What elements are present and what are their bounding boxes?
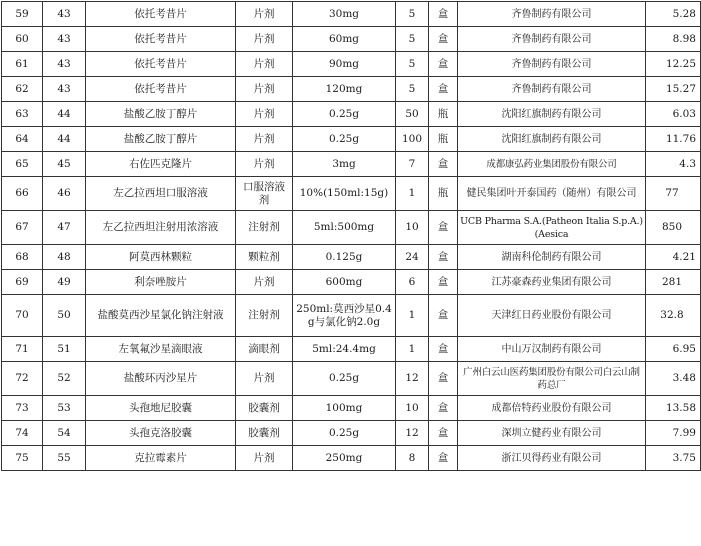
price: 12.25 [646, 52, 701, 77]
drug-price-table [1, 1, 701, 471]
group-number: 43 [43, 52, 86, 77]
price: 32.8 [646, 295, 701, 337]
dosage-form: 胶囊剂 [236, 421, 293, 446]
manufacturer: 沈阳红旗制药有限公司 [458, 102, 646, 127]
dosage-form: 片剂 [236, 102, 293, 127]
specification: 60mg [293, 27, 396, 52]
price: 15.27 [646, 77, 701, 102]
manufacturer: 广州白云山医药集团股份有限公司白云山制药总厂 [458, 362, 646, 396]
table-row [2, 2, 701, 27]
manufacturer: 成都康弘药业集团股份有限公司 [458, 152, 646, 177]
price: 11.76 [646, 127, 701, 152]
drug-name: 右佐匹克隆片 [86, 152, 236, 177]
specification: 250mg [293, 446, 396, 471]
package-quantity: 100 [396, 127, 429, 152]
drug-name: 依托考昔片 [86, 27, 236, 52]
package-quantity: 8 [396, 446, 429, 471]
package-unit: 盒 [429, 27, 458, 52]
package-unit: 盒 [429, 52, 458, 77]
package-unit: 盒 [429, 270, 458, 295]
specification: 0.25g [293, 421, 396, 446]
package-quantity: 5 [396, 52, 429, 77]
manufacturer: 天津红日药业股份有限公司 [458, 295, 646, 337]
table-row [2, 396, 701, 421]
group-number: 44 [43, 127, 86, 152]
specification: 90mg [293, 52, 396, 77]
price: 7.99 [646, 421, 701, 446]
table-row [2, 27, 701, 52]
drug-name: 克拉霉素片 [86, 446, 236, 471]
drug-name: 依托考昔片 [86, 2, 236, 27]
package-unit: 盒 [429, 152, 458, 177]
price: 4.21 [646, 245, 701, 270]
manufacturer: UCB Pharma S.A.(Patheon Italia S.p.A.)(Aesica [458, 211, 646, 245]
table-row [2, 337, 701, 362]
package-unit: 盒 [429, 2, 458, 27]
table-row [2, 127, 701, 152]
specification: 0.25g [293, 362, 396, 396]
row-number: 69 [2, 270, 43, 295]
price: 13.58 [646, 396, 701, 421]
row-number: 66 [2, 177, 43, 211]
group-number: 54 [43, 421, 86, 446]
manufacturer: 齐鲁制药有限公司 [458, 52, 646, 77]
group-number: 43 [43, 2, 86, 27]
package-unit: 盒 [429, 396, 458, 421]
manufacturer: 成都倍特药业股份有限公司 [458, 396, 646, 421]
drug-name: 盐酸环丙沙星片 [86, 362, 236, 396]
specification: 0.125g [293, 245, 396, 270]
package-unit: 瓶 [429, 102, 458, 127]
specification: 0.25g [293, 127, 396, 152]
group-number: 43 [43, 27, 86, 52]
drug-name: 盐酸莫西沙星氯化钠注射液 [86, 295, 236, 337]
dosage-form: 胶囊剂 [236, 396, 293, 421]
group-number: 50 [43, 295, 86, 337]
manufacturer: 健民集团叶开泰国药（随州）有限公司 [458, 177, 646, 211]
package-unit: 盒 [429, 446, 458, 471]
group-number: 51 [43, 337, 86, 362]
price: 77 [646, 177, 701, 211]
price: 6.95 [646, 337, 701, 362]
manufacturer: 江苏豪森药业集团有限公司 [458, 270, 646, 295]
table-row [2, 362, 701, 396]
drug-name: 盐酸乙胺丁醇片 [86, 127, 236, 152]
dosage-form: 片剂 [236, 446, 293, 471]
dosage-form: 片剂 [236, 27, 293, 52]
row-number: 65 [2, 152, 43, 177]
drug-name: 依托考昔片 [86, 77, 236, 102]
dosage-form: 片剂 [236, 77, 293, 102]
row-number: 73 [2, 396, 43, 421]
drug-name: 阿莫西林颗粒 [86, 245, 236, 270]
price: 5.28 [646, 2, 701, 27]
group-number: 49 [43, 270, 86, 295]
row-number: 71 [2, 337, 43, 362]
package-quantity: 12 [396, 421, 429, 446]
manufacturer: 齐鲁制药有限公司 [458, 27, 646, 52]
row-number: 67 [2, 211, 43, 245]
row-number: 75 [2, 446, 43, 471]
group-number: 46 [43, 177, 86, 211]
specification: 5ml:24.4mg [293, 337, 396, 362]
package-quantity: 1 [396, 337, 429, 362]
package-quantity: 50 [396, 102, 429, 127]
dosage-form: 片剂 [236, 2, 293, 27]
manufacturer: 中山万汉制药有限公司 [458, 337, 646, 362]
drug-name: 头孢地尼胶囊 [86, 396, 236, 421]
row-number: 70 [2, 295, 43, 337]
package-quantity: 12 [396, 362, 429, 396]
specification: 5ml:500mg [293, 211, 396, 245]
price: 4.3 [646, 152, 701, 177]
table-row [2, 177, 701, 211]
row-number: 62 [2, 77, 43, 102]
specification: 250ml:莫西沙星0.4g与氯化钠2.0g [293, 295, 396, 337]
manufacturer: 齐鲁制药有限公司 [458, 2, 646, 27]
drug-name: 左乙拉西坦口服溶液 [86, 177, 236, 211]
dosage-form: 片剂 [236, 152, 293, 177]
group-number: 55 [43, 446, 86, 471]
table-row [2, 245, 701, 270]
table-body [2, 2, 701, 471]
price: 850 [646, 211, 701, 245]
dosage-form: 片剂 [236, 52, 293, 77]
package-unit: 瓶 [429, 177, 458, 211]
package-quantity: 5 [396, 2, 429, 27]
package-unit: 盒 [429, 362, 458, 396]
drug-name: 依托考昔片 [86, 52, 236, 77]
drug-name: 利奈唑胺片 [86, 270, 236, 295]
manufacturer: 沈阳红旗制药有限公司 [458, 127, 646, 152]
drug-name: 头孢克洛胶囊 [86, 421, 236, 446]
row-number: 63 [2, 102, 43, 127]
group-number: 47 [43, 211, 86, 245]
row-number: 68 [2, 245, 43, 270]
package-quantity: 1 [396, 295, 429, 337]
package-unit: 盒 [429, 337, 458, 362]
row-number: 61 [2, 52, 43, 77]
group-number: 52 [43, 362, 86, 396]
specification: 3mg [293, 152, 396, 177]
drug-name: 盐酸乙胺丁醇片 [86, 102, 236, 127]
dosage-form: 颗粒剂 [236, 245, 293, 270]
package-quantity: 7 [396, 152, 429, 177]
price: 6.03 [646, 102, 701, 127]
table-row [2, 421, 701, 446]
specification: 120mg [293, 77, 396, 102]
package-quantity: 1 [396, 177, 429, 211]
table-row [2, 295, 701, 337]
package-quantity: 10 [396, 396, 429, 421]
manufacturer: 湖南科伦制药有限公司 [458, 245, 646, 270]
row-number: 59 [2, 2, 43, 27]
group-number: 43 [43, 77, 86, 102]
price: 3.75 [646, 446, 701, 471]
dosage-form: 片剂 [236, 362, 293, 396]
drug-name: 左氧氟沙星滴眼液 [86, 337, 236, 362]
dosage-form: 注射剂 [236, 295, 293, 337]
group-number: 45 [43, 152, 86, 177]
table-row [2, 152, 701, 177]
table-row [2, 446, 701, 471]
price: 3.48 [646, 362, 701, 396]
drug-name: 左乙拉西坦注射用浓溶液 [86, 211, 236, 245]
dosage-form: 片剂 [236, 270, 293, 295]
group-number: 53 [43, 396, 86, 421]
row-number: 60 [2, 27, 43, 52]
specification: 30mg [293, 2, 396, 27]
row-number: 72 [2, 362, 43, 396]
dosage-form: 注射剂 [236, 211, 293, 245]
package-quantity: 5 [396, 27, 429, 52]
dosage-form: 口服溶液剂 [236, 177, 293, 211]
specification: 600mg [293, 270, 396, 295]
price: 8.98 [646, 27, 701, 52]
specification: 0.25g [293, 102, 396, 127]
table-row [2, 270, 701, 295]
package-unit: 盒 [429, 77, 458, 102]
package-quantity: 5 [396, 77, 429, 102]
group-number: 44 [43, 102, 86, 127]
table-row [2, 211, 701, 245]
package-quantity: 10 [396, 211, 429, 245]
dosage-form: 片剂 [236, 127, 293, 152]
package-unit: 盒 [429, 211, 458, 245]
manufacturer: 浙江贝得药业有限公司 [458, 446, 646, 471]
group-number: 48 [43, 245, 86, 270]
table-row [2, 102, 701, 127]
table-row [2, 52, 701, 77]
dosage-form: 滴眼剂 [236, 337, 293, 362]
package-unit: 盒 [429, 421, 458, 446]
package-unit: 盒 [429, 295, 458, 337]
package-quantity: 24 [396, 245, 429, 270]
row-number: 64 [2, 127, 43, 152]
specification: 100mg [293, 396, 396, 421]
row-number: 74 [2, 421, 43, 446]
specification: 10%(150ml:15g) [293, 177, 396, 211]
table-row [2, 77, 701, 102]
manufacturer: 齐鲁制药有限公司 [458, 77, 646, 102]
package-unit: 瓶 [429, 127, 458, 152]
price: 281 [646, 270, 701, 295]
manufacturer: 深圳立健药业有限公司 [458, 421, 646, 446]
package-quantity: 6 [396, 270, 429, 295]
package-unit: 盒 [429, 245, 458, 270]
